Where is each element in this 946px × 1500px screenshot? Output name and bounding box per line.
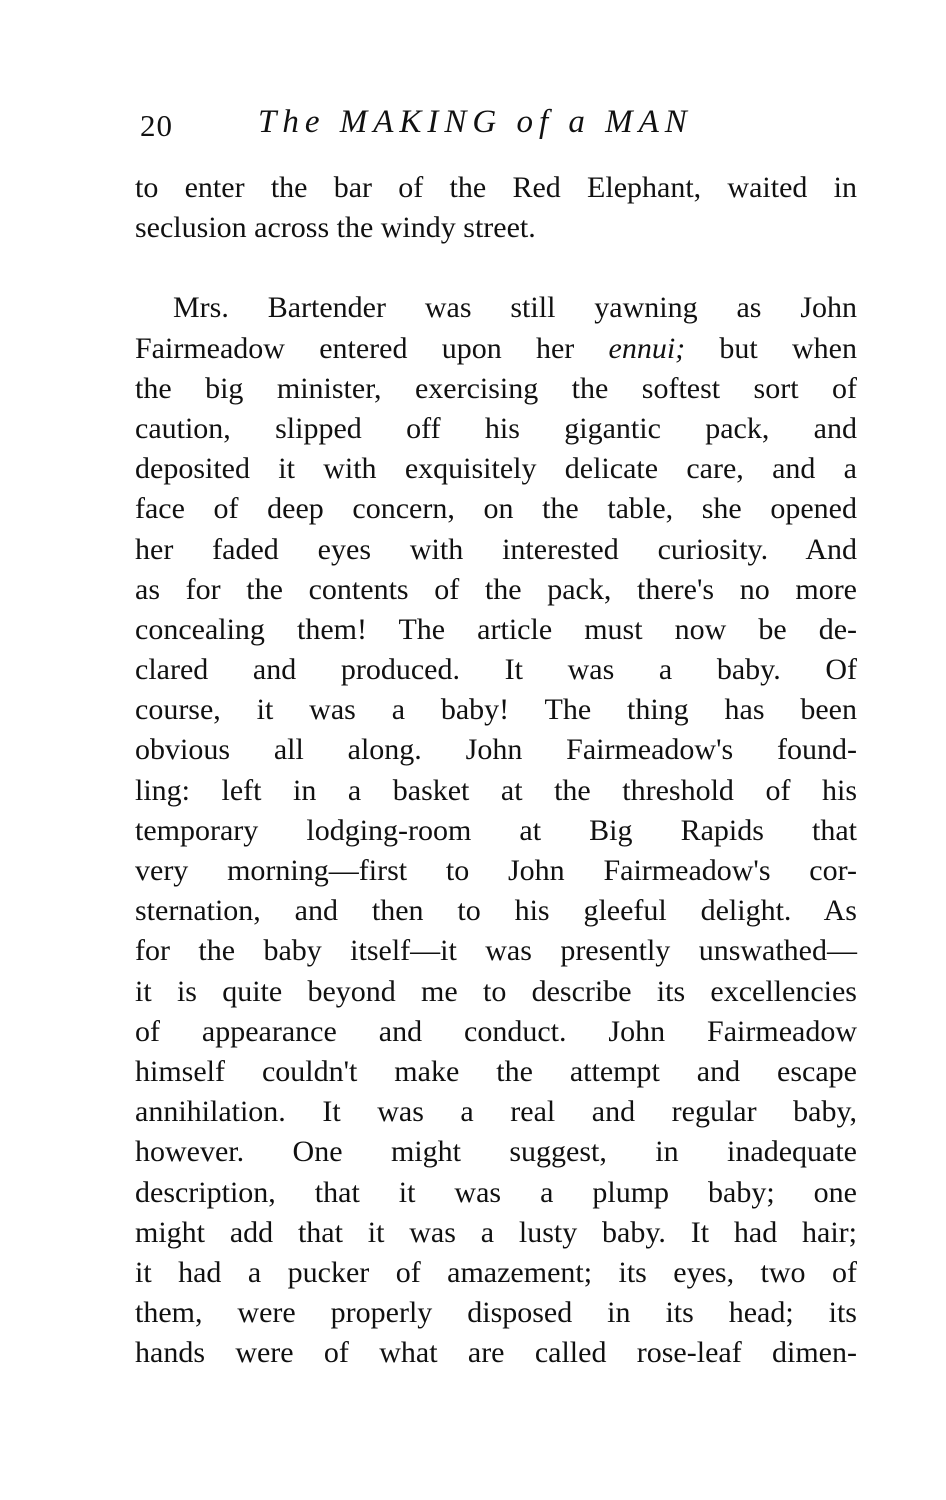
text-line: Mrs. Bartender was still yawning as John <box>173 291 857 325</box>
text-line: clared and produced. It was a baby. Of <box>135 653 857 687</box>
text-line: face of deep concern, on the table, she opened <box>135 492 857 526</box>
text-line: annihilation. It was a real and regular baby, <box>135 1095 857 1129</box>
text-line: it is quite beyond me to describe its excellencies <box>135 974 857 1008</box>
text-line: seclusion across the windy street. <box>135 211 536 245</box>
text-line: himself couldn't make the attempt and escape <box>135 1054 857 1088</box>
paragraph-1 <box>135 168 857 248</box>
text-line: concealing them! The article must now be de- <box>135 612 857 646</box>
running-title: The MAKING of a MAN <box>258 104 693 140</box>
italic-word: ennui; <box>608 331 686 365</box>
text-line: caution, slipped off his gigantic pack, and <box>135 411 857 445</box>
text-line: might add that it was a lusty baby. It had hair; <box>135 1215 857 1249</box>
text-line: for the baby itself—it was presently unswathed— <box>135 934 857 968</box>
text-line: as for the contents of the pack, there's no more <box>135 572 857 606</box>
text-line: very morning—first to John Fairmeadow's cor- <box>135 854 857 887</box>
text-line: them, were properly disposed in its head; its <box>135 1296 857 1330</box>
text-line: deposited it with exquisitely delicate care, and a <box>135 452 857 486</box>
text-line: description, that it was a plump baby; one <box>135 1175 857 1209</box>
text-line: it had a pucker of amazement; its eyes, two of <box>135 1255 857 1289</box>
paragraph-gap <box>135 248 857 288</box>
text-line: the big minister, exercising the softest sort of <box>135 371 857 405</box>
running-head <box>140 104 860 152</box>
text-line-with-italic <box>135 329 857 369</box>
page-number: 20 <box>140 108 173 143</box>
text-line: ling: left in a basket at the threshold of his <box>135 773 857 807</box>
text-line: temporary lodging-room at Big Rapids that <box>135 813 857 847</box>
body-text <box>135 168 857 1373</box>
text-line: however. One might suggest, in inadequate <box>135 1135 857 1169</box>
paragraph-2 <box>135 288 857 1373</box>
text-line: hands were of what are called rose-leaf dimen- <box>135 1336 857 1370</box>
text-line: course, it was a baby! The thing has been <box>135 693 857 727</box>
text-span: Fairmeadow entered upon her <box>135 331 609 365</box>
text-line: to enter the bar of the Red Elephant, waited in <box>135 171 857 204</box>
text-span: but when <box>685 331 857 365</box>
text-line: her faded eyes with interested curiosity. And <box>135 532 857 566</box>
text-line: of appearance and conduct. John Fairmeadow <box>135 1014 857 1048</box>
text-line: obvious all along. John Fairmeadow's found- <box>135 733 857 767</box>
text-line: sternation, and then to his gleeful delight. As <box>135 894 857 928</box>
